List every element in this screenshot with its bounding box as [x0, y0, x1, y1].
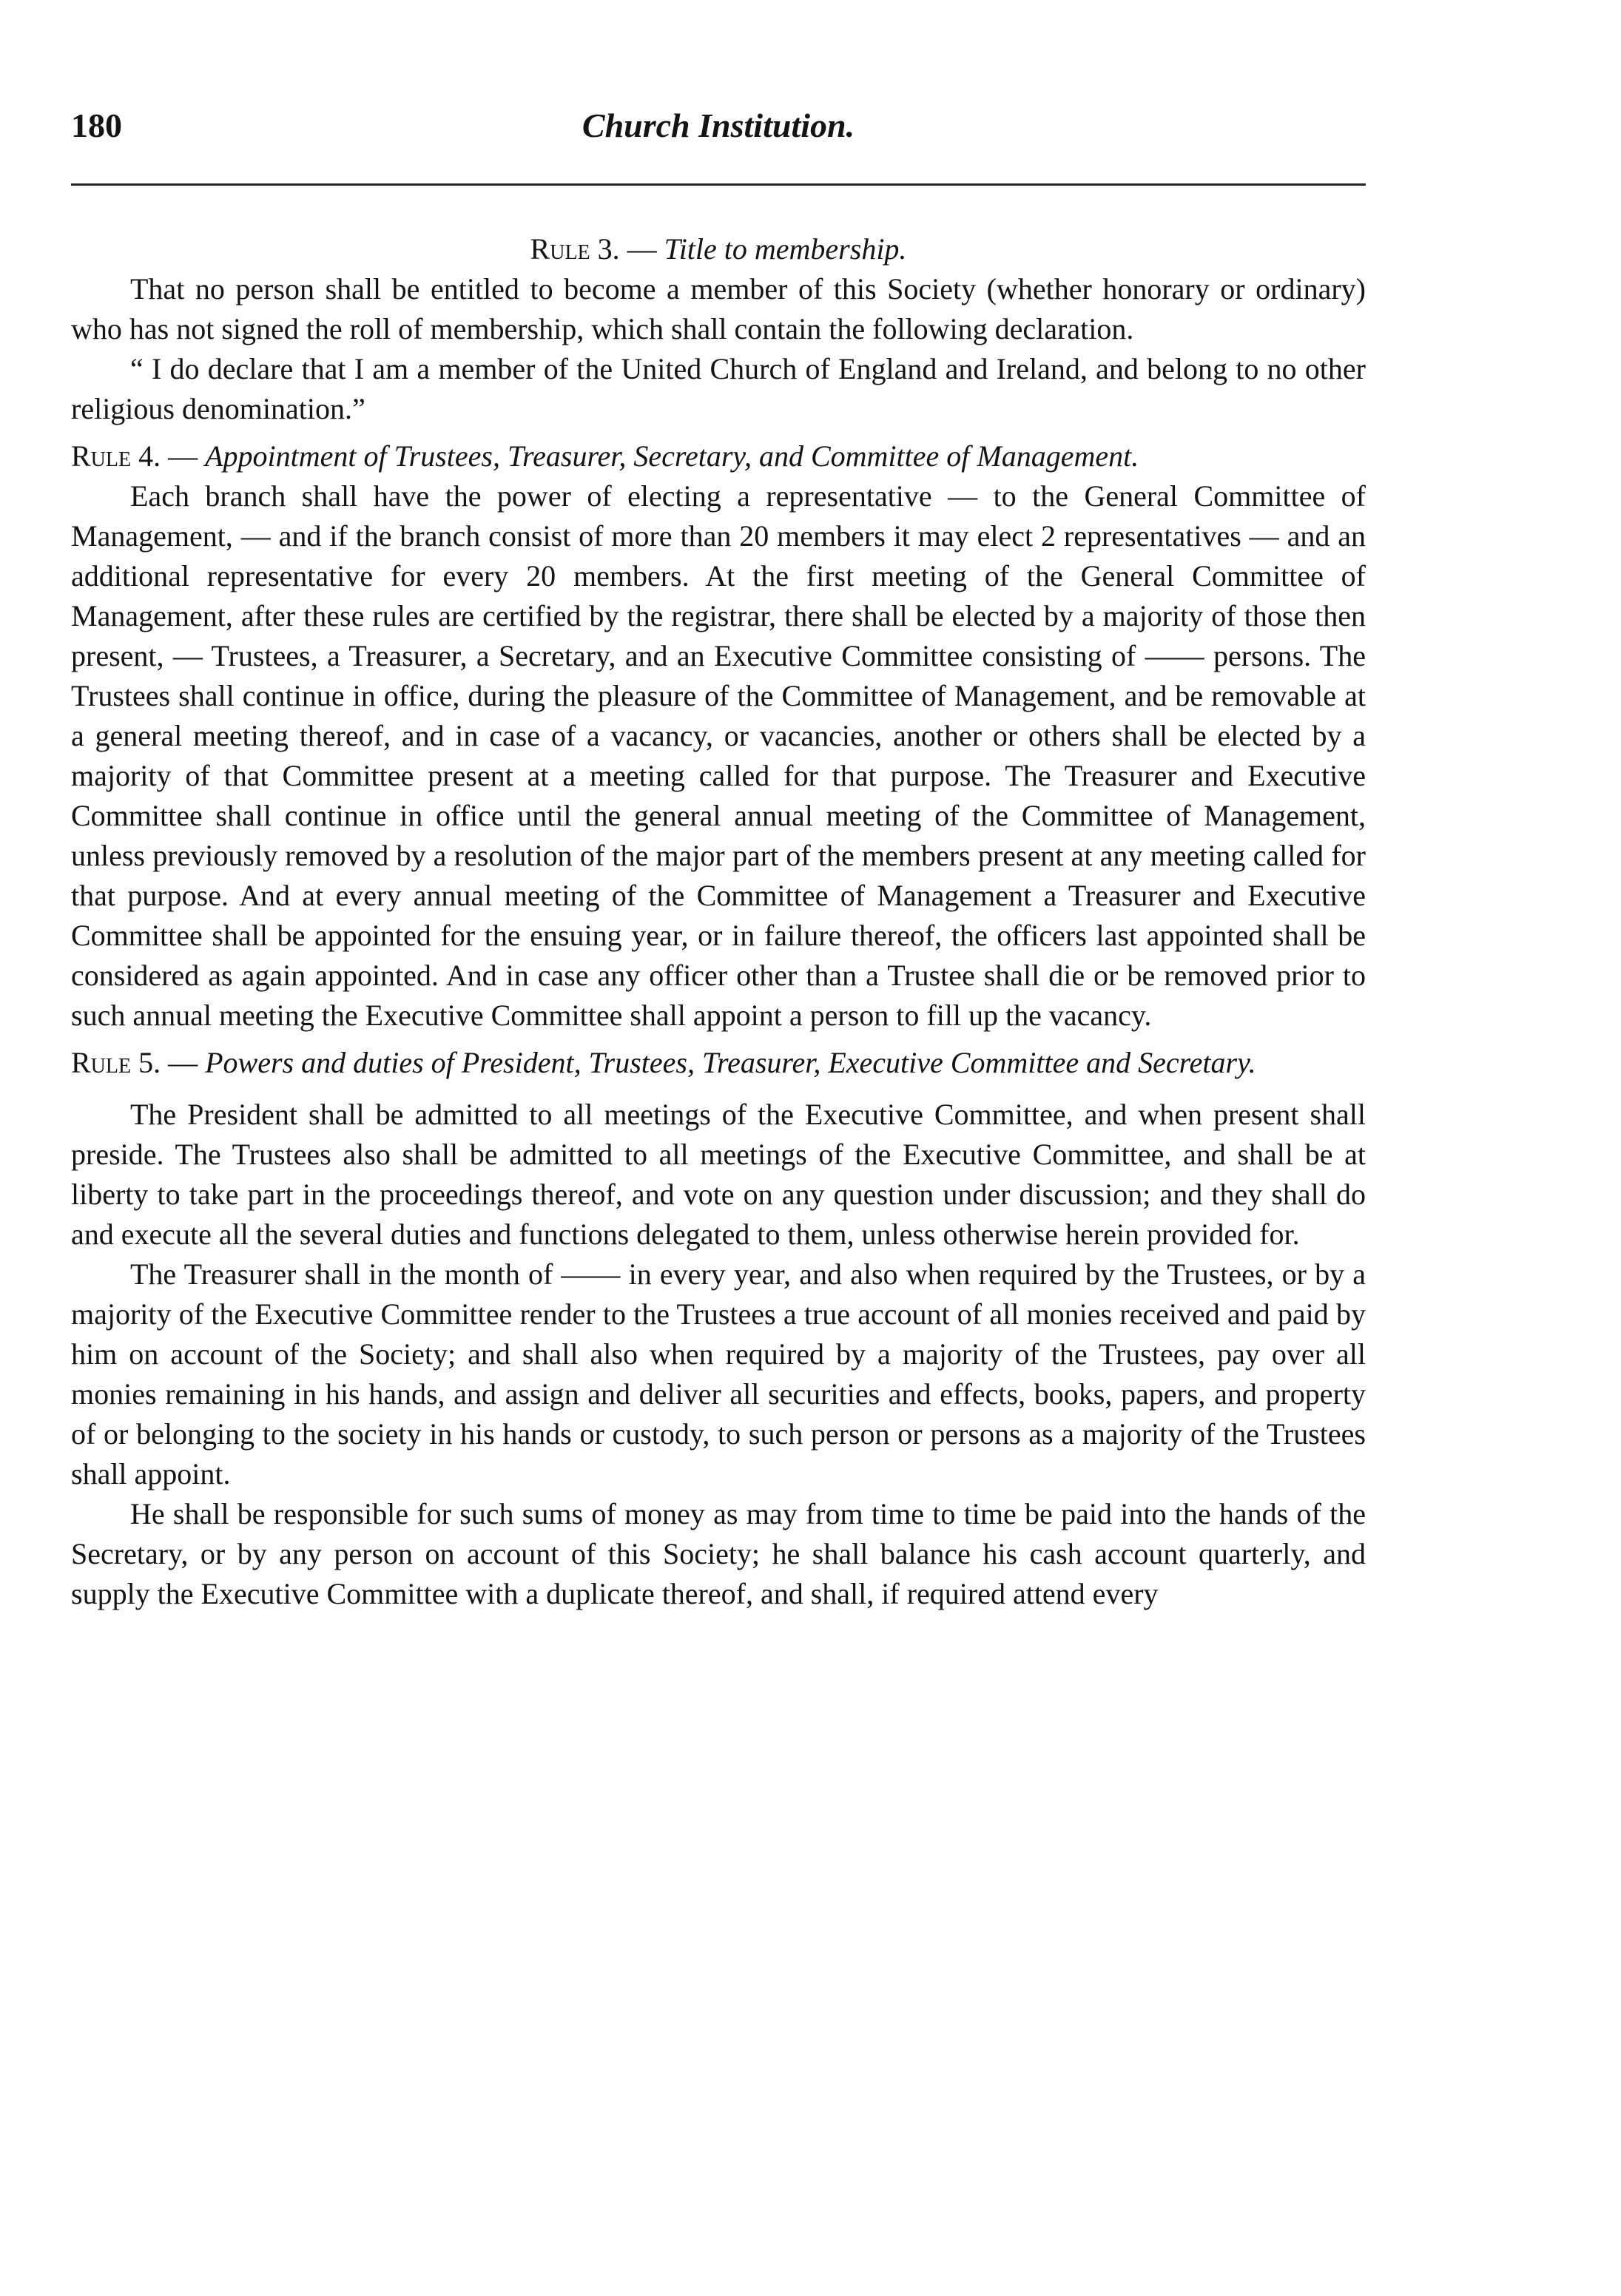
rule-5-label: Rule 5. — [71, 1046, 161, 1079]
rule-3-dash: — — [619, 232, 664, 266]
rule-4-dash: — — [161, 439, 206, 473]
rule-5-paragraph-responsibility: He shall be responsible for such sums of money as may from time to time be paid into the hands of the Secretary, or by any person on account of this Society; he shall balance his cash account quarterly, and supply the Executive Committee with a duplicate thereof, and shall, if required attend every — [71, 1497, 1366, 1610]
rule-5-title: Powers and duties of President, Trustees, Treasurer, Executive Committee and Secretary. — [205, 1046, 1256, 1079]
rule-5-paragraph-president: The President shall be admitted to all meetings of the Executive Committee, and when present shall preside. The Trustees also shall be admitted to all meetings of the Executive Committee, and shall be at liberty to take part in the proceedings thereof, and vote on any question under discussion; and they shall do and execute all the several duties and functions delegated to them, unless otherwise herein provided for. — [71, 1098, 1366, 1251]
rule-3-label: Rule 3. — [530, 232, 620, 266]
rule-4-heading — [71, 436, 1366, 476]
rule-3-title: Title to membership. — [664, 232, 907, 266]
rule-5-heading — [71, 1043, 1366, 1083]
rule-4-label: Rule 4. — [71, 439, 161, 473]
page-header — [71, 104, 1366, 163]
rule-4-title: Appointment of Trustees, Treasurer, Secretary, and Committee of Management. — [205, 439, 1139, 473]
rule-3-heading — [71, 229, 1366, 269]
rule-3-paragraph: That no person shall be entitled to become a member of this Society (whether honorary or ordinary) who has not signed the roll of membership, which shall contain the following declaration. — [71, 272, 1366, 345]
rule-5-dash: — — [161, 1046, 206, 1079]
document-body — [71, 229, 1366, 1614]
rule-4-paragraph: Each branch shall have the power of electing a representative — to the General Committee of Management, — and if the branch consist of more than 20 members it may elect 2 representatives — and an additional representative for every 20 members. At the first meeting of the General Committee of Management, after these rules are certified by the registrar, there shall be elected by a majority of those then present, — Trustees, a Treasurer, a Secretary, and an Executive Committee consisting of —— persons. The Trustees shall continue in office, during the pleasure of the Committee of Management, and be removable at a general meeting thereof, and in case of a vacancy, or vacancies, another or others shall be elected by a majority of that Committee present at a meeting called for that purpose. The Treasurer and Executive Committee shall continue in office until the general annual meeting of the Committee of Management, unless previously removed by a resolution of the major part of the members present at any meeting called for that purpose. And at every annual meeting of the Committee of Management a Treasurer and Executive Committee shall be appointed for the ensuing year, or in failure thereof, the officers last appointed shall be considered as again appointed. And in case any officer other than a Trustee shall die or be removed prior to such annual meeting the Executive Committee shall appoint a person to fill up the vacancy. — [71, 479, 1366, 1032]
header-rule — [71, 183, 1366, 186]
rule-5-section — [71, 1043, 1366, 1614]
page-number: 180 — [71, 107, 122, 144]
rule-3-section — [71, 229, 1366, 429]
rule-5-paragraph-treasurer: The Treasurer shall in the month of —— in every year, and also when required by the Trustees, or by a majority of the Executive Committee render to the Trustees a true account of all monies received and paid by him on account of the Society; and shall also when required by a majority of the Trustees, pay over all monies remaining in his hands, and assign and deliver all securities and effects, books, papers, and property of or belonging to the society in his hands or custody, to such person or persons as a majority of the Trustees shall appoint. — [71, 1257, 1366, 1490]
rule-4-section — [71, 436, 1366, 1036]
rule-3-declaration: “ I do declare that I am a member of the United Church of England and Ireland, and belong to no other religious denomination.” — [71, 352, 1366, 425]
running-title: Church Institution. — [582, 107, 855, 144]
